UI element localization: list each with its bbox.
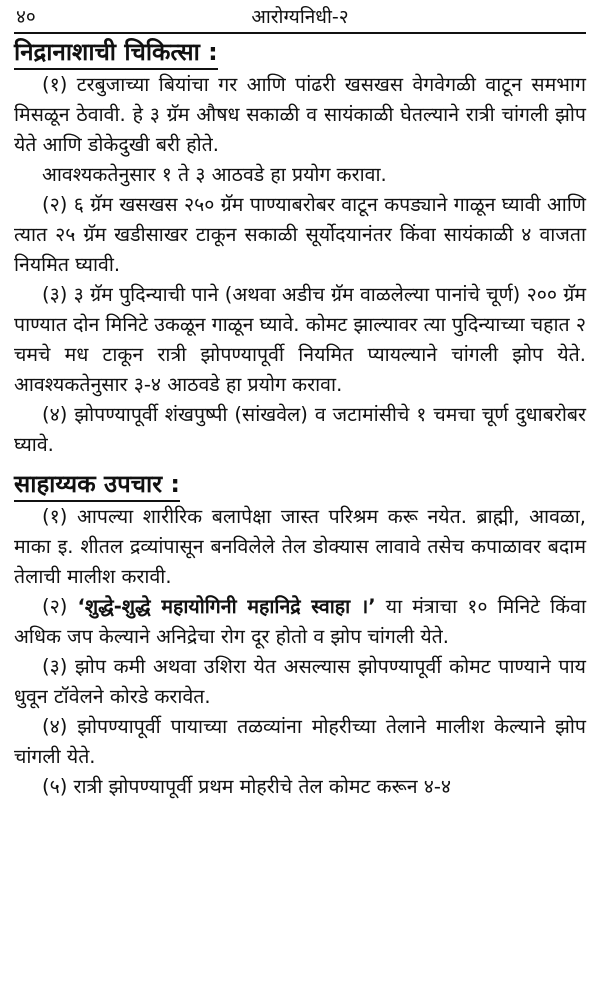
paragraph: (२) ६ ग्रॅम खसखस २५० ग्रॅम पाण्याबरोबर वाटून कपड्याने गाळून घ्यावी आणि त्यात २५ ग्रॅम खडीसाखर टाकून सकाळी सूर्योदयानंतर किंवा सायंकाळी ४ वाजता नियमित घ्यावी. [14, 193, 586, 276]
paragraph: (३) झोप कमी अथवा उशिरा येत असल्यास झोपण्यापूर्वी कोमट पाण्याने पाय धुवून टॉवेलने कोरडे करावेत. [14, 655, 586, 708]
page-header [14, 0, 586, 34]
paragraph: (४) झोपण्यापूर्वी शंखपुष्पी (सांखवेल) व जटामांसीचे १ चमचा चूर्ण दुधाबरोबर घ्यावे. [14, 403, 586, 456]
paragraph: (५) रात्री झोपण्यापूर्वी प्रथम मोहरीचे तेल कोमट करून ४-४ [42, 775, 452, 798]
paragraph: आवश्यकतेनुसार १ ते ३ आठवडे हा प्रयोग करावा. [42, 163, 387, 186]
section-insomnia-treatment [14, 34, 586, 460]
paragraph-text: या मंत्राचा १० मिनिटे किंवा अधिक जप केल्याने अनिद्रेचा रोग दूर होतो व झोप चांगली येते. [14, 595, 586, 648]
page-number: ४० [16, 6, 36, 28]
mantra-text: ‘शुद्धे-शुद्धे महायोगिनी महानिद्रे स्वाहा ।’ [77, 595, 376, 618]
paragraph-mantra [14, 592, 586, 652]
item-number: (२) [42, 595, 78, 618]
paragraph: (१) टरबुजाच्या बियांचा गर आणि पांढरी खसखस वेगवेगळी वाटून समभाग मिसळून ठेवावी. हे ३ ग्रॅम औषध सकाळी व सायंकाळी घेतल्याने रात्री चांगली झोप येते आणि डोकेदुखी बरी होते. [14, 73, 586, 156]
paragraph: (१) आपल्या शारीरिक बलापेक्षा जास्त परिश्रम करू नयेत. ब्राह्मी, आवळा, माका इ. शीतल द्रव्यांपासून बनविलेले तेल डोक्यास लावावे तसेच कपाळावर बदाम तेलाची मालीश करावी. [14, 505, 586, 588]
running-title: आरोग्यनिधी-२ [251, 6, 349, 28]
section-heading: निद्रानाशाची चिकित्सा : [14, 36, 218, 70]
section-heading: साहाय्यक उपचार : [14, 468, 180, 502]
section-supportive-care [14, 466, 586, 802]
paragraph: (४) झोपण्यापूर्वी पायाच्या तळव्यांना मोहरीच्या तेलाने मालीश केल्याने झोप चांगली येते. [14, 715, 586, 768]
paragraph: (३) ३ ग्रॅम पुदिन्याची पाने (अथवा अडीच ग्रॅम वाळलेल्या पानांचे चूर्ण) २०० ग्रॅम पाण्यात दोन मिनिटे उकळून गाळून घ्यावे. कोमट झाल्यावर त्या पुदिन्याच्या चहात २ चमचे मध टाकून रात्री झोपण्यापूर्वी नियमित प्यायल्याने चांगली झोप येते. आवश्यकतेनुसार ३-४ आठवडे हा प्रयोग करावा. [14, 283, 586, 396]
